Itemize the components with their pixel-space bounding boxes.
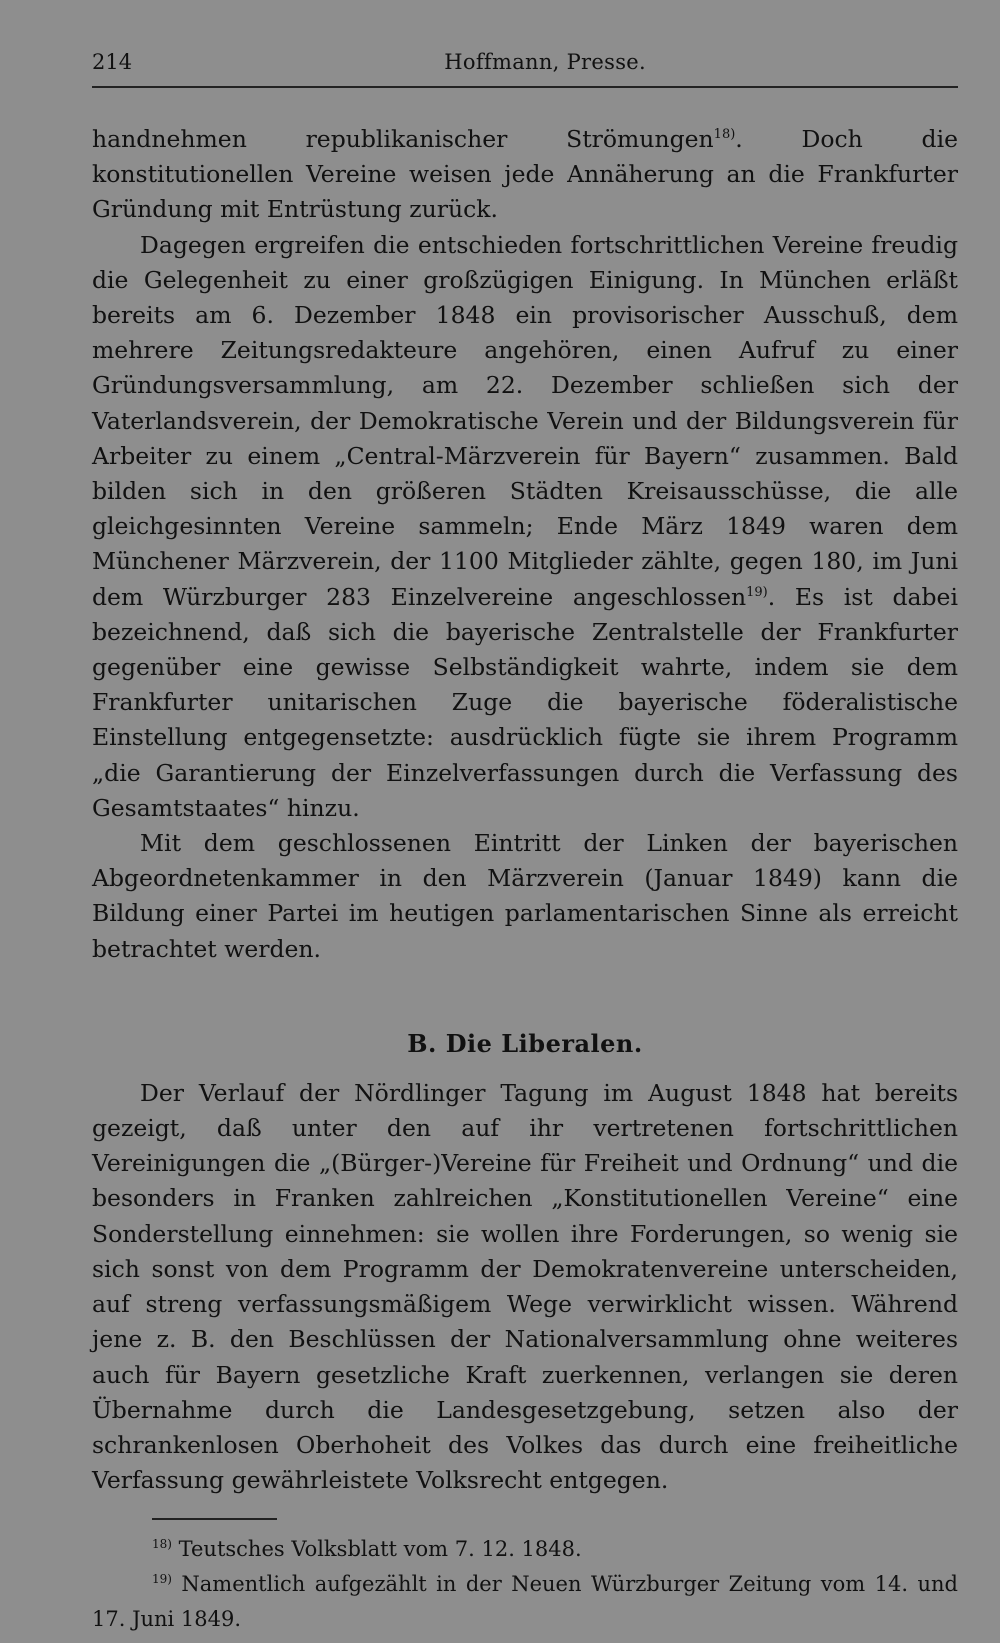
paragraph-2-text-b: . Es ist dabei bezeichnend, daß sich die bayerische Zentralstelle der Frankfurter gegenüber eine gewisse Selbständigkeit wahrte, indem sie dem Frankfurter unitarischen Zuge die bayerische föderalistische Einstellung entgegensetzte: ausdrücklich fügte sie ihrem Programm „die Garantierung der Einzelverfassungen durch die Verfassung des Gesamtstaates“ hinzu. <box>92 582 958 822</box>
footnote-18-text: Teutsches Volksblatt vom 7. 12. 1848. <box>171 1537 582 1562</box>
section-title: B. Die Liberalen. <box>407 1028 643 1058</box>
paragraph-1 <box>92 122 958 228</box>
footnote-mark-19: 19) <box>152 1572 172 1587</box>
footnote-ref-18: 18) <box>713 127 736 142</box>
running-title: Hoffmann, Presse. <box>444 50 646 74</box>
paragraph-2 <box>92 228 958 826</box>
paragraph-4: Der Verlauf der Nördlinger Tagung im August 1848 hat bereits gezeigt, daß unter den auf ihr vertretenen fortschrittlichen Vereinigungen die „(Bürger-)Vereine für Freiheit und Ordnung“ und die besonders in Franken zahlreichen „Konstitutionellen Vereine“ eine Sonderstellung einnehmen: sie wollen ihre Forderungen, so wenig sie sich sonst von dem Programm der Demokratenvereine unterscheiden, auf streng verfassungsmäßigem Wege verwirklicht wissen. Während jene z. B. den Beschlüssen der Nationalversammlung ohne weiteres auch für Bayern gesetzliche Kraft zuerkennen, verlangen sie deren Übernahme durch die Landesgesetzgebung, setzen also der schrankenlosen Oberhoheit des Volkes das durch eine freiheitliche Verfassung gewährleistete Volksrecht entgegen. <box>92 1078 958 1495</box>
paragraph-2-text-a: Dagegen ergreifen die entschieden fortschrittlichen Vereine freudig die Gelegenheit zu einer großzügigen Einigung. In München erläßt bereits am 6. Dezember 1848 ein provisorischer Ausschuß, dem mehrere Zeitungsredakteure angehören, einen Aufruf zu einer Gründungsversammlung, am 22. Dezember schließen sich der Vaterlandsverein, der Demokratische Verein und der Bildungsverein für Arbeiter zu einem „Central-Märzverein für Bayern“ zusammen. Bald bilden sich in den größeren Städten Kreisausschüsse, die alle gleichgesinnten Vereine sammeln; Ende März 1849 waren dem Münchener Märzverein, der 1100 Mitglieder zählte, gegen 180, im Juni dem Würzburger 283 Einzelvereine angeschlossen <box>92 230 958 611</box>
book-page <box>92 50 958 1637</box>
footnote-mark-18: 18) <box>152 1537 172 1552</box>
page-number: 214 <box>92 50 133 74</box>
paragraph-1-text-b: . Doch die konstitutionellen Vereine weisen jede Annäherung an die Frankfurter Gründung mit Entrüstung zurück. <box>92 125 958 224</box>
paragraph-3: Mit dem geschlossenen Eintritt der Linken der bayerischen Abgeordnetenkammer in den Märzverein (Januar 1849) kann die Bildung einer Partei im heutigen parlamentarischen Sinne als erreicht betrachtet werden. <box>92 829 958 963</box>
footnote-19-text: Namentlich aufgezählt in der Neuen Würzburger Zeitung vom 14. und 17. Juni 1849. <box>92 1572 958 1632</box>
footnote-ref-19: 19) <box>746 584 768 600</box>
footnote-rule <box>152 1518 277 1520</box>
page-header <box>92 50 958 74</box>
footnote-19 <box>92 1567 958 1637</box>
paragraph-1-text-a: handnehmen republikanischer Strömungen <box>92 125 714 153</box>
footnote-18 <box>92 1532 958 1567</box>
header-rule <box>92 86 958 88</box>
